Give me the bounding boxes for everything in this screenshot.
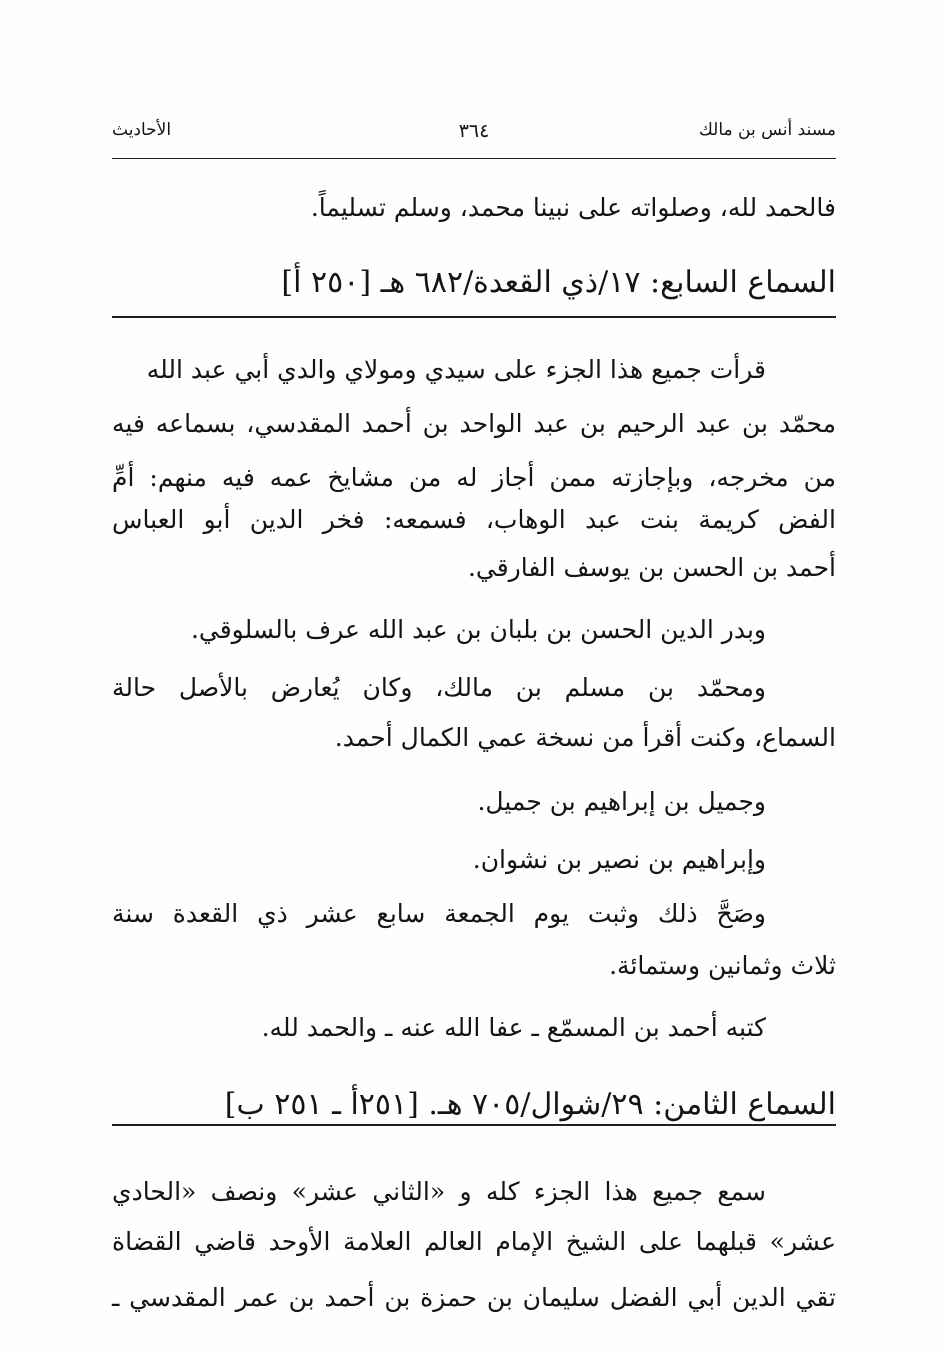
section-7-rule — [112, 316, 836, 318]
paragraph-line: وبدر الدين الحسن بن بلبان بن عبد الله عرف بالسلوقي. — [190, 615, 766, 644]
intro-line: فالحمد لله، وصلواته على نبينا محمد، وسلم تسليماً. — [310, 193, 836, 222]
paragraph-line: وصَحَّ ذلك وثبت يوم الجمعة سابع عشر ذي القعدة سنة — [112, 899, 766, 928]
paragraph-line: عشر» قبلهما على الشيخ الإمام العالم العلامة الأوحد قاضي القضاة — [112, 1227, 836, 1256]
page-number: ٣٦٤ — [458, 120, 490, 142]
paragraph-line: تقي الدين أبي الفضل سليمان بن حمزة بن أحمد بن عمر المقدسي ـ — [112, 1283, 836, 1312]
paragraph-line: أحمد بن الحسن بن يوسف الفارقي. — [467, 553, 836, 582]
paragraph-line: محمّد بن عبد الرحيم بن عبد الواحد بن أحمد المقدسي، بسماعه فيه — [112, 409, 836, 438]
paragraph-line: وإبراهيم بن نصير بن نشوان. — [472, 845, 766, 874]
section-7-title: السماع السابع: ١٧/ذي القعدة/٦٨٢ هـ [٢٥٠ أ] — [281, 265, 836, 300]
paragraph-line: وجميل بن إبراهيم بن جميل. — [477, 787, 766, 816]
paragraph-line: قرأت جميع هذا الجزء على سيدي ومولاي والدي أبي عبد الله — [146, 355, 766, 384]
header-rule — [112, 158, 836, 159]
header-section-title: الأحاديث — [112, 120, 172, 140]
section-8-rule — [112, 1124, 836, 1126]
paragraph-line: الفض كريمة بنت عبد الوهاب، فسمعه: فخر الدين أبو العباس — [112, 505, 836, 534]
section-8-title: السماع الثامن: ٢٩/شوال/٧٠٥ هـ. [٢٥١أ ـ ٢٥١ ب] — [224, 1087, 836, 1122]
paragraph-line: ومحمّد بن مسلم بن مالك، وكان يُعارض بالأصل حالة — [112, 673, 766, 702]
running-header — [112, 120, 836, 160]
paragraph-line: السماع، وكنت أقرأ من نسخة عمي الكمال أحمد. — [334, 723, 836, 752]
paragraph-line: سمع جميع هذا الجزء كله و «الثاني عشر» ونصف «الحادي — [112, 1177, 766, 1206]
signature-line: كتبه أحمد بن المسمّع ـ عفا الله عنه ـ والحمد لله. — [261, 1013, 766, 1042]
paragraph-line: ثلاث وثمانين وستمائة. — [609, 951, 836, 980]
header-book-title: مسند أنس بن مالك — [698, 120, 836, 140]
paragraph-line: من مخرجه، وبإجازته ممن أجاز له من مشايخ عمه فيه منهم: أمِّ — [112, 463, 836, 492]
